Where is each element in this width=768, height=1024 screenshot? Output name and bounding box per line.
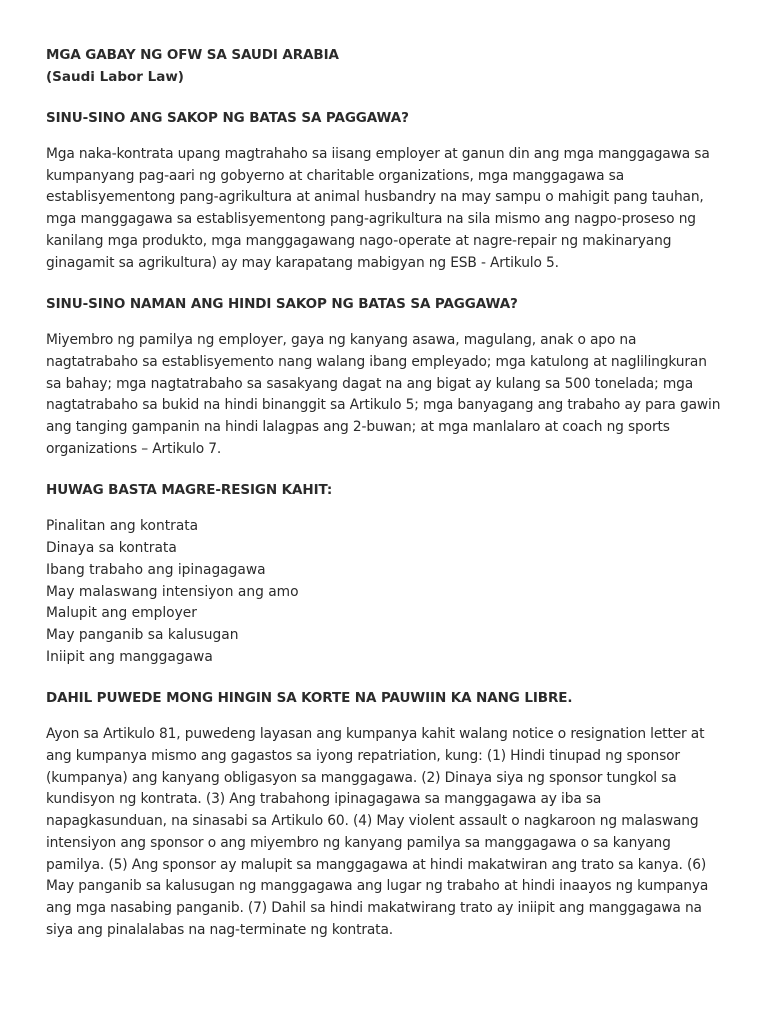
list-item: May panganib sa kalusugan — [46, 626, 239, 643]
reasons-list — [46, 516, 726, 668]
list-item: Dinaya sa kontrata — [46, 540, 177, 557]
section-paragraph-pauwiin: Ayon sa Artikulo 81, puwedeng layasan ang kumpanya kahit walang notice o resignation letter at ang kumpanya mismo ang gagastos sa iyong repatriation, kung: (1) Hindi tinupad ng sponsor (kumpanya) ang kanyang obligasyon sa manggagawa. (2) Dinaya siya ng sponsor tungkol sa kundisyon ng kontrata. (3) Ang trabahong ipinagagawa sa manggagawa ay iba sa napagkasunduan, na sinasabi sa Artikulo 60. (4) May violent assault o nagkaroon ng malaswang intensiyon ang sponsor o ang miyembro ng kanyang pamilya sa manggagawa o sa kanyang pamilya. (5) Ang sponsor ay malupit sa manggagawa at hindi makatwiran ang trato sa kanya. (6) May panganib sa kalusugan ng manggagawa ang lugar ng trabaho at hindi inaayos ng kumpanya ang mga nasabing panganib. (7) Dahil sa hindi makatwirang trato ay iniipit ang manggagawa na siya ang pinalalabas na nag-terminate ng kontrata. — [46, 726, 709, 938]
list-item: Malupit ang employer — [46, 605, 197, 622]
list-item: May malaswang intensiyon ang amo — [46, 583, 299, 600]
list-item: Ibang trabaho ang ipinagagawa — [46, 561, 266, 578]
document-title: MGA GABAY NG OFW SA SAUDI ARABIA — [46, 47, 339, 63]
document-page — [46, 44, 726, 941]
section-paragraph-sakop: Mga naka-kontrata upang magtrahaho sa iisang employer at ganun din ang mga manggagawa sa kumpanyang pag-aari ng gobyerno at charitable organizations, mga manggagawa sa establisyementong pang-agrikultura at animal husbandry na may sampu o mahigit pang tauhan, mga manggagawa sa establisyementong pang-agrikultura na sila mismo ang nagpo-proseso ng kanilang mga produkto, mga manggagawang nago-operate at nagre-repair ng makinaryang ginagamit sa agrikultura) ay may karapatang mabigyan ng ESB - Artikulo 5. — [46, 146, 710, 271]
list-item: Iniipit ang manggagawa — [46, 648, 213, 665]
section-heading-pauwiin: DAHIL PUWEDE MONG HINGIN SA KORTE NA PAUWIIN KA NANG LIBRE. — [46, 690, 573, 707]
section-heading-huwag-mag-resign: HUWAG BASTA MAGRE-RESIGN KAHIT: — [46, 482, 333, 499]
section-paragraph-hindi-sakop: Miyembro ng pamilya ng employer, gaya ng kanyang asawa, magulang, anak o apo na nagtatrabaho sa establisyemento nang walang ibang empleyado; mga katulong at naglilingkuran sa bahay; mga nagtatrabaho sa sasakyang dagat na ang bigat ay kulang sa 500 tonelada; mga nagtatrabaho sa bukid na hindi binanggit sa Artikulo 5; mga banyagang ang trabaho ay para gawin ang tanging gampanin na hindi lalagpas ang 2-buwan; at mga manlalaro at coach ng sports organizations – Artikulo 7. — [46, 332, 721, 457]
section-heading-hindi-sakop: SINU-SINO NAMAN ANG HINDI SAKOP NG BATAS SA PAGGAWA? — [46, 296, 518, 313]
section-heading-sakop: SINU-SINO ANG SAKOP NG BATAS SA PAGGAWA? — [46, 110, 409, 126]
list-item: Pinalitan ang kontrata — [46, 518, 199, 535]
document-subtitle: (Saudi Labor Law) — [46, 69, 184, 85]
